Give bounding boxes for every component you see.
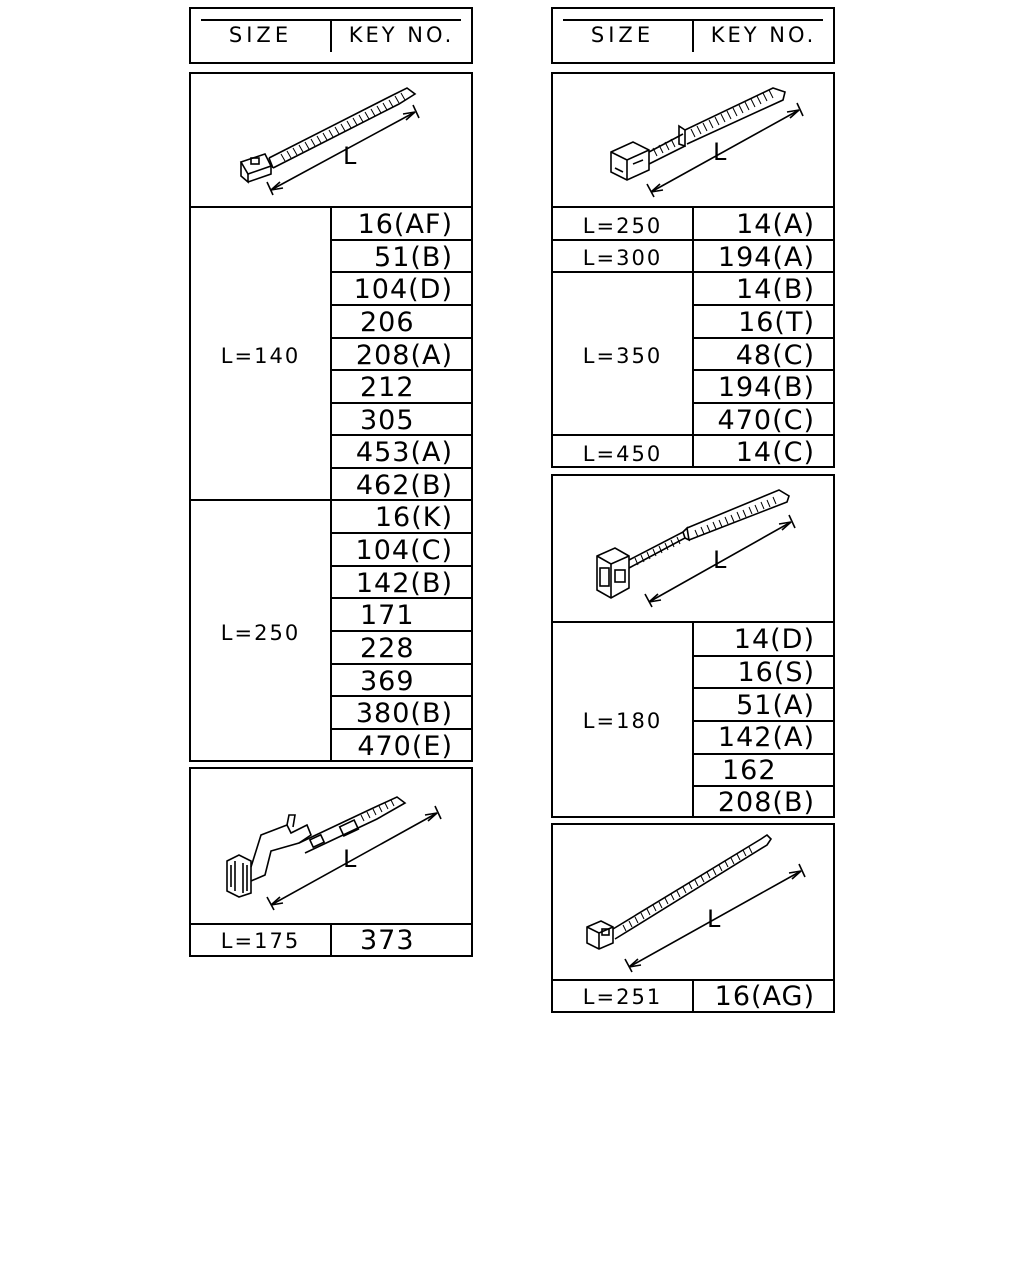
cable-tie-group-4 [551,474,835,818]
key-number: 206 [360,307,415,338]
key-number: 194(A) [717,242,815,273]
key-number: 104(C) [355,535,453,566]
key-number: 16(AG) [714,981,815,1012]
dimension-l-label: L [343,845,357,873]
dimension-l-label: L [343,142,357,170]
left-header [189,7,473,64]
key-number: 51(B) [374,242,453,273]
size-value: L=250 [582,214,663,238]
size-value: L=251 [582,985,663,1009]
cable-tie-illustration-3 [553,74,833,208]
key-number: 14(B) [736,274,815,305]
key-number: 162 [722,755,777,786]
key-number: 462(B) [355,470,453,501]
key-number: 142(A) [717,722,815,753]
size-column-header: SIZE [590,23,655,47]
size-value: L=250 [220,621,301,645]
cable-tie-illustration-4 [553,476,833,622]
key-no-column-header: KEY NO. [348,23,455,47]
dimension-l-label: L [713,138,727,166]
cable-tie-group-1 [189,72,473,762]
dimension-l-label: L [707,905,721,933]
key-number: 470(C) [717,405,815,436]
size-value: L=180 [582,709,663,733]
size-value: L=450 [582,442,663,466]
key-number: 380(B) [355,698,453,729]
key-number: 14(C) [735,437,815,468]
key-number: 142(B) [355,568,453,599]
key-number: 48(C) [735,340,815,371]
key-number: 369 [360,666,415,697]
cable-tie-group-5 [551,823,835,1013]
key-no-column-header: KEY NO. [710,23,817,47]
cable-tie-illustration-1 [191,74,471,208]
key-number: 208(A) [355,340,453,371]
dimension-l-label: L [713,546,727,574]
key-number: 373 [360,925,415,956]
size-column-header: SIZE [228,23,293,47]
key-number: 16(T) [738,307,815,338]
size-value: L=140 [220,344,301,368]
key-number: 51(A) [736,690,815,721]
key-number: 470(E) [357,731,453,762]
key-number: 14(A) [736,209,815,240]
key-number: 171 [360,600,415,631]
cable-tie-group-2 [189,767,473,957]
key-number: 212 [360,372,415,403]
key-number: 208(B) [717,787,815,818]
size-value: L=350 [582,344,663,368]
key-number: 305 [360,405,415,436]
key-number: 14(D) [733,624,815,655]
cable-tie-group-3 [551,72,835,468]
cable-tie-illustration-5 [553,825,833,979]
key-number: 194(B) [717,372,815,403]
key-number: 16(K) [374,502,453,533]
size-value: L=300 [582,246,663,270]
key-number: 453(A) [355,437,453,468]
key-number: 16(S) [737,657,815,688]
right-header [551,7,835,64]
size-value: L=175 [220,929,301,953]
key-number: 228 [360,633,415,664]
key-number: 16(AF) [357,209,453,240]
key-number: 104(D) [353,274,453,305]
cable-tie-illustration-2 [191,769,471,923]
